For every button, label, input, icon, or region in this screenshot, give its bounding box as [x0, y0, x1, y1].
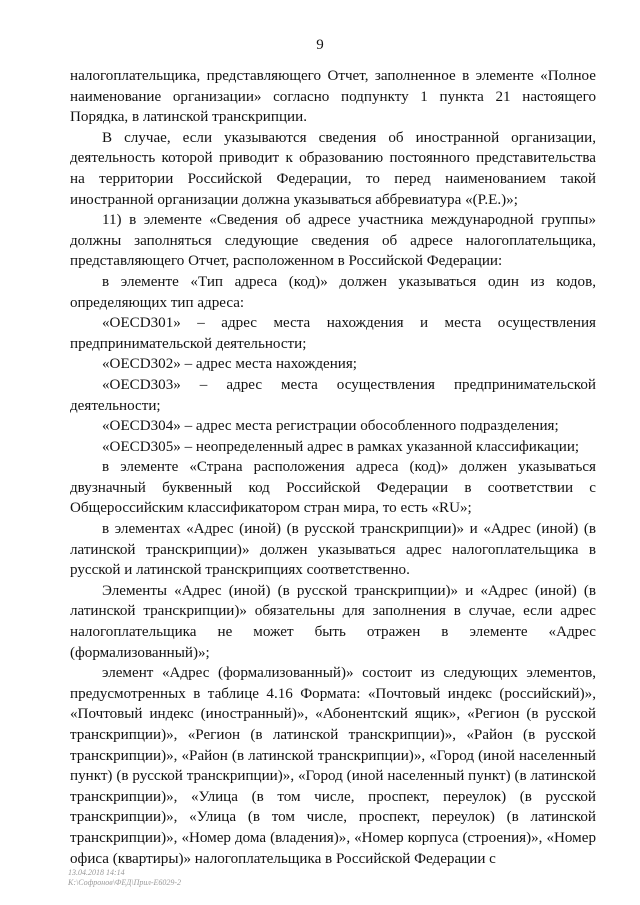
list-item: «OECD301» – адрес места нахождения и места осуществления предпринимательской деятельности; — [70, 315, 596, 352]
paragraph: В случае, если указываются сведения об иностранной организации, деятельность которой приводит к образованию постоянного представительства на территории Российской Федерации, то перед наименованием такой иностранной организации должна указываться аббревиатура «(P.E.)»; — [70, 129, 596, 208]
paragraph: 11) в элементе «Сведения об адресе участника международной группы» должны заполняться следующие сведения об адресе налогоплательщика, представляющего Отчет, расположенном в Российской Федерации: — [70, 212, 596, 270]
document-body — [70, 66, 596, 869]
document-footer — [68, 868, 181, 888]
paragraph: в элементе «Страна расположения адреса (код)» должен указываться двузначный буквенный код Российской Федерации в соответствии с Общероссийским классификатором стран мира, то есть «RU»; — [70, 459, 596, 517]
list-item: «OECD303» – адрес места осуществления предпринимательской деятельности; — [70, 376, 596, 414]
paragraph: элемент «Адрес (формализованный)» состоит из следующих элементов, предусмотренных в таблице 4.16 Формата: «Почтовый индекс (российский)», «Почтовый индекс (иностранный)», «Абонентский ящик», «Регион (в русской транскрипции)», «Регион (в латинской транскрипции)», «Район (в русской транскрипции)», «Район (в латинской транскрипции)», «Город (иной населенный пункт) (в русской транскрипции)», «Город (иной населенный пункт) (в латинской транскрипции)», «Улица (в том числе, проспект, переулок) (в русской транскрипции)», «Улица (в том числе, проспект, переулок) (в латинской транскрипции)», «Номер дома (владения)», «Номер корпуса (строения)», «Номер офиса (квартиры)» налогоплательщика в Российской Федерации с — [70, 665, 596, 867]
paragraph: налогоплательщика, представляющего Отчет, заполненное в элементе «Полное наименование организации» согласно подпункту 1 пункта 21 настоящего Порядка, в латинской транскрипции. — [70, 68, 596, 126]
footer-timestamp: 13.04.2018 14:14 — [68, 868, 125, 877]
paragraph: в элементе «Тип адреса (код)» должен указываться один из кодов, определяющих тип адреса: — [70, 273, 596, 311]
list-item: «OECD304» – адрес места регистрации обособленного подразделения; — [102, 418, 559, 435]
list-item: «OECD302» – адрес места нахождения; — [102, 356, 357, 373]
list-item: «OECD305» – неопределенный адрес в рамках указанной классификации; — [102, 438, 580, 455]
footer-file-path: К:\Софронов\ФЕД\Прил-Е6029-2 — [68, 878, 182, 887]
paragraph: в элементах «Адрес (иной) (в русской транскрипции)» и «Адрес (иной) (в латинской транскрипции)» должен указываться адрес налогоплательщика в русской и латинской транскрипциях соответственно. — [70, 521, 596, 579]
page-number: 9 — [316, 37, 324, 53]
paragraph: Элементы «Адрес (иной) (в русской транскрипции)» и «Адрес (иной) (в латинской транскрипции)» обязательны для заполнения в случае, если адрес налогоплательщика не может быть отражен в элементе «Адрес (формализованный)»; — [70, 582, 596, 661]
